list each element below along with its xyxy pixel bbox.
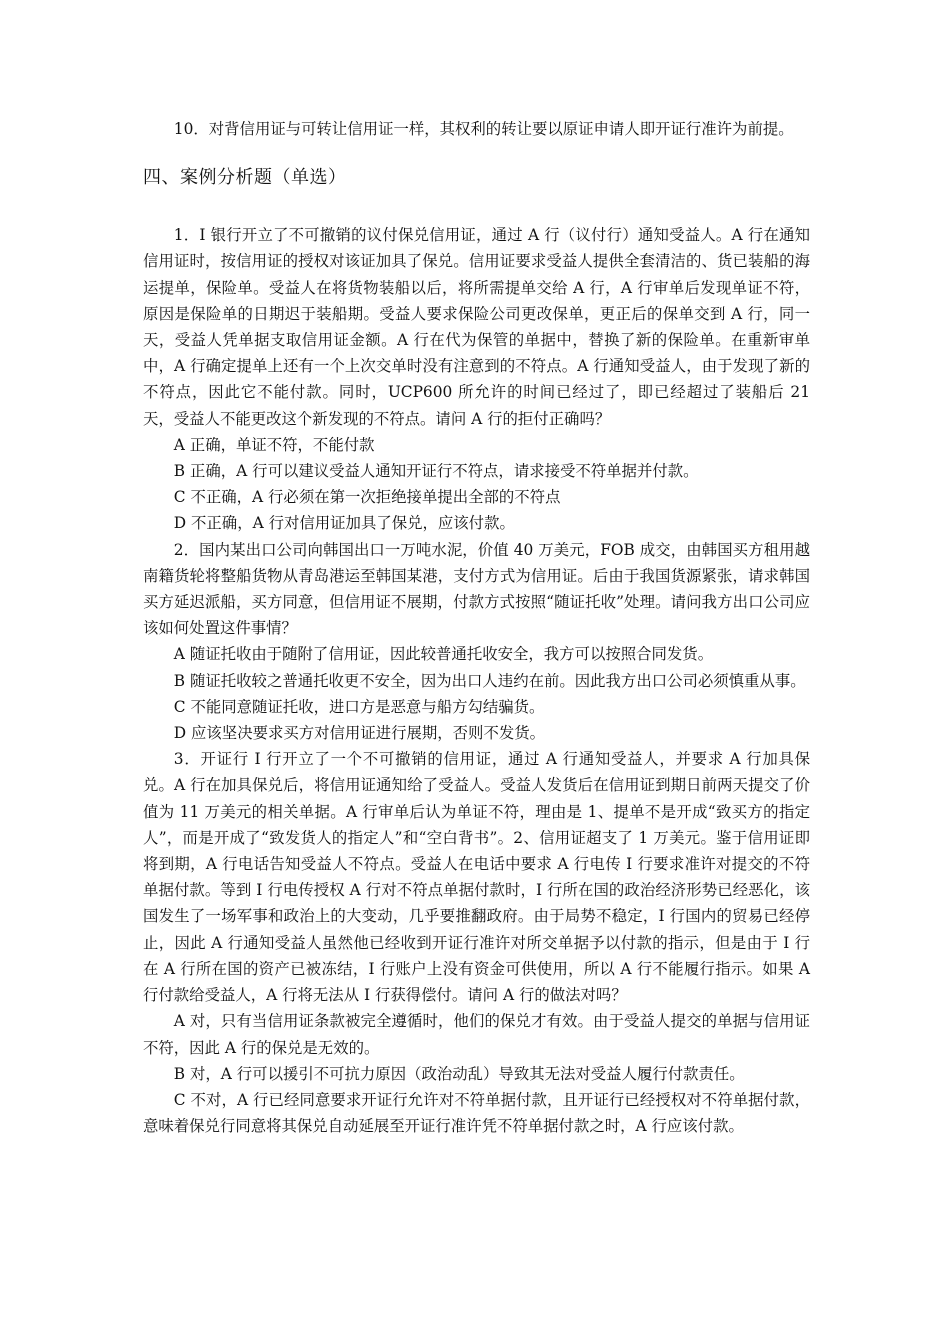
question-1 [143, 222, 810, 536]
question-2 [143, 537, 810, 747]
option-b: B 对，A 行可以援引不可抗力原因（政治动乱）导致其无法对受益人履行付款责任。 [173, 1064, 745, 1083]
option-b: B 正确，A 行可以建议受益人通知开证行不符点，请求接受不符单据并付款。 [173, 462, 699, 481]
option-d: D 应该坚决要求买方对信用证进行展期，否则不发货。 [173, 724, 546, 743]
option-b: B 随证托收较之普通托收更不安全，因为出口人违约在前。因此我方出口公司必须慎重从事。 [173, 671, 806, 690]
option-d: D 不正确，A 行对信用证加具了保兑，应该付款。 [173, 514, 515, 533]
option-c: C 不对，A 行已经同意要求开证行允许对不符单据付款，且开证行已经授权对不符单据付款，意味着保兑行同意将其保兑自动延展至开证行准许凭不符单据付款之时，A 行应该付款。 [143, 1090, 810, 1136]
option-c: C 不正确，A 行必须在第一次拒绝接单提出全部的不符点 [173, 488, 561, 507]
option-a: A 随证托收由于随附了信用证，因此较普通托收安全，我方可以按照合同发货。 [173, 645, 714, 664]
question-stem: 1．I 银行开立了不可撤销的议付保兑信用证，通过 A 行（议付行）通知受益人。A 行在通知信用证时，按信用证的授权对该证加具了保兑。信用证要求受益人提供全套清洁的、货已装船的海运提单，保险单。受益人在将货物装船以后，将所需提单交给 A 行，A 行审单后发现单证不符，原因是保险单的日期迟于装船期。受益人要求保险公司更改保单，更正后的保单交到 A 行，同一天，受益人凭单据支取信用证金额。A 行在代为保管的单据中，替换了新的保险单。在重新审单中，A 行确定提单上还有一个上次交单时没有注意到的不符点。A 行通知受益人，由于发现了新的不符点，因此它不能付款。同时，UCP600 所允许的时间已经过了，即已经超过了装船后 21 天，受益人不能更改这个新发现的不符点。请问 A 行的拒付正确吗？ [143, 226, 810, 428]
option-a: A 正确，单证不符，不能付款 [173, 435, 375, 454]
section-heading: 四、案例分析题（单选） [143, 167, 347, 189]
option-a: A 对，只有当信用证条款被完全遵循时，他们的保兑才有效。由于受益人提交的单据与信用证不符，因此 A 行的保兑是无效的。 [143, 1012, 810, 1057]
question-stem: 3．开证行 I 行开立了一个不可撤销的信用证，通过 A 行通知受益人，并要求 A 行加具保兑。A 行在加具保兑后，将信用证通知给了受益人。受益人发货后在信用证到期日前两天提交了价值为 11 万美元的相关单据。A 行审单后认为单证不符，理由是 1、提单不是开成“致买方的指定人”，而是开成了“致发货人的指定人”和“空白背书”。2、信用证超支了 1 万美元。鉴于信用证即将到期，A 行电话告知受益人不符点。受益人在电话中要求 A 行电传 I 行要求准许对提交的不符单据付款。等到 I 行电传授权 A 行对不符点单据付款时，I 行所在国的政治经济形势已经恶化，该国发生了一场军事和政治上的大变动，几乎要推翻政府。由于局势不稳定，I 行国内的贸易已经停止，因此 A 行通知受益人虽然他已经收到开证行准许对所交单据予以付款的指示，但是由于 I 行在 A 行所在国的资产已被冻结，I 行账户上没有资金可供使用，所以 A 行不能履行指示。如果 A 行付款给受益人，A 行将无法从 I 行获得偿付。请问 A 行的做法对吗？ [143, 750, 810, 1005]
intro-item-10: 10．对背信用证与可转让信用证一样，其权利的转让要以原证申请人即开证行准许为前提。 [173, 120, 794, 138]
document-body [143, 116, 810, 1139]
question-3 [143, 746, 810, 1139]
option-c: C 不能同意随证托收，进口方是恶意与船方勾结骗货。 [173, 697, 545, 716]
question-stem: 2．国内某出口公司向韩国出口一万吨水泥，价值 40 万美元，FOB 成交，由韩国买方租用越南籍货轮将整船货物从青岛港运至韩国某港，支付方式为信用证。后由于我国货源紧张，请求韩国买方延迟派船，买方同意，但信用证不展期，付款方式按照“随证托收”处理。请问我方出口公司应该如何处置这件事情？ [143, 540, 810, 638]
